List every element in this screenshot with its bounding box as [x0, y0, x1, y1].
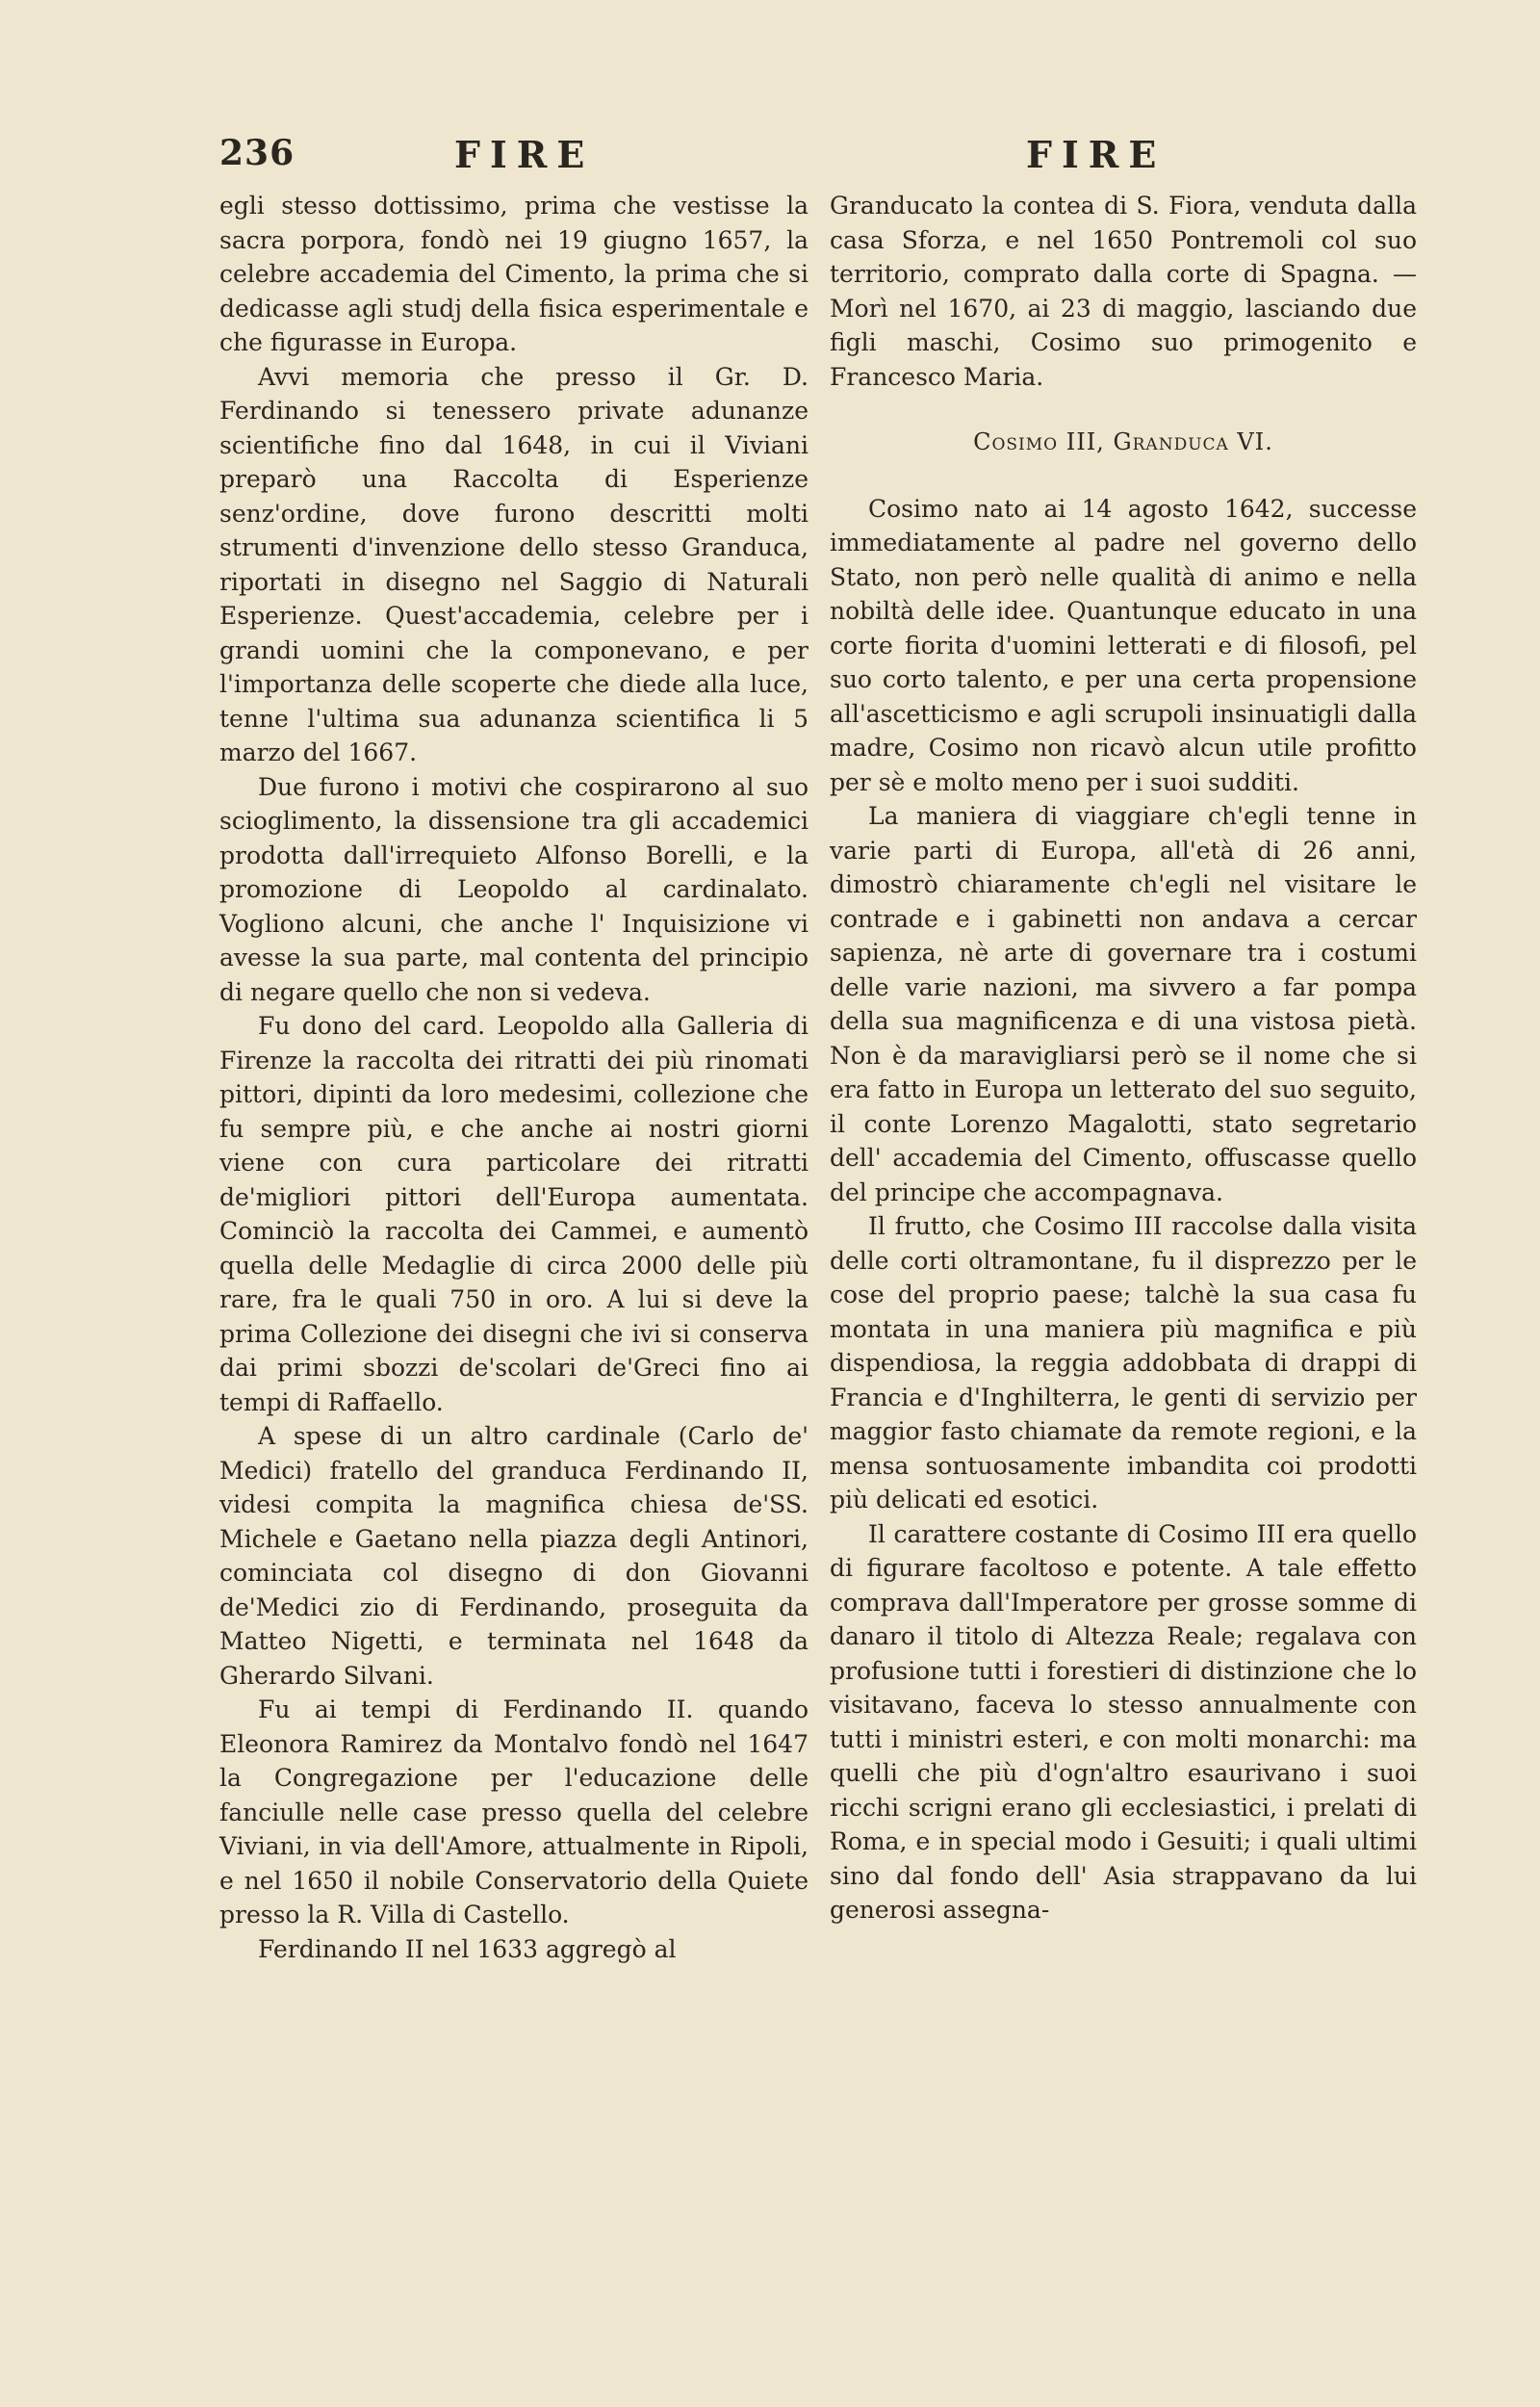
paragraph: Il carattere costante di Cosimo III era quello di figurare facoltoso e potente. A tale effetto comprava dall'Imperatore per grosse somme di danaro il titolo di Altezza Reale; regalava con profusione tutti i forestieri di distinzione che lo visitavano, faceva lo stesso annualmente con tutti i ministri esteri, e con molti monarchi: ma quelli che più d'ogn'altro esaurivano i suoi ricchi scrigni erano gli ecclesiastici, i prelati di Roma, e in special modo i Gesuiti; i quali ultimi sino dal fondo dell' Asia strappavano da lui generosi assegna-: [830, 1519, 1417, 1924]
running-head-left: FIRE: [454, 133, 595, 176]
paragraph: egli stesso dottissimo, prima che vestisse la sacra porpora, fondò nei 19 giugno 1657, la celebre accademia del Cimento, la prima che si dedicasse agli studj della fisica esperimentale e che figurasse in Europa.: [219, 192, 808, 356]
paragraph: Cosimo nato ai 14 agosto 1642, successe immediatamente al padre nel governo dello Stato, non però nelle qualità di animo e nella nobiltà delle idee. Quantunque educato in una corte fiorita d'uomini letterati e di filosofi, pel suo corto talento, e per una certa propensione all'ascetticismo e agli scrupoli insinuatigli dalla madre, Cosimo non ricavò alcun utile profitto per sè e molto meno per i suoi sudditi.: [830, 494, 1417, 796]
right-column: [830, 189, 1417, 1928]
section-title: Cosimo III, Granduca VI.: [973, 428, 1273, 455]
left-column: [219, 189, 808, 1966]
paragraph: Granducato la contea di S. Fiora, venduta dalla casa Sforza, e nel 1650 Pontremoli col suo territorio, comprato dalla corte di Spagna. — Morì nel 1670, ai 23 di maggio, lasciando due figli maschi, Cosimo suo primogenito e Francesco Maria.: [830, 192, 1417, 391]
running-head-right: FIRE: [1026, 133, 1167, 176]
page-header: [0, 133, 1540, 181]
paragraph: Ferdinando II nel 1633 aggregò al: [258, 1934, 677, 1963]
paragraph: A spese di un altro cardinale (Carlo de' Medici) fratello del granduca Ferdinando II, videsi compita la magnifica chiesa de'SS. Michele e Gaetano nella piazza degli Antinori, cominciata col disegno di don Giovanni de'Medici zio di Ferdinando, proseguita da Matteo Nigetti, e terminata nel 1648 da Gherardo Silvani.: [219, 1422, 808, 1690]
paragraph: La maniera di viaggiare ch'egli tenne in varie parti di Europa, all'età di 26 anni, dimostrò chiaramente ch'egli nel visitare le contrade e i gabinetti non andava a cercar sapienza, nè arte di governare tra i costumi delle varie nazioni, ma sivvero a far pompa della sua magnificenza e di una vistosa pietà. Non è da maravigliarsi però se il nome che si era fatto in Europa un letterato del suo seguito, il conte Lorenzo Magalotti, stato segretario dell' accademia del Cimento, offuscasse quello del principe che accompagnava.: [830, 802, 1417, 1206]
paragraph: Il frutto, che Cosimo III raccolse dalla visita delle corti oltramontane, fu il disprezzo per le cose del proprio paese; talchè la sua casa fu montata in una maniera più magnifica e più dispendiosa, la reggia addobbata di drappi di Francia e d'Inghilterra, le genti di servizio per maggior fasto chiamate da remote regioni, e la mensa sontuosamente imbandita coi prodotti più delicati ed esotici.: [830, 1212, 1417, 1514]
paragraph: Avvi memoria che presso il Gr. D. Ferdinando si tenessero private adunanze scientifiche fino dal 1648, in cui il Viviani preparò una Raccolta di Esperienze senz'ordine, dove furono descritti molti strumenti d'invenzione dello stesso Granduca, riportati in disegno nel Saggio di Naturali Esperienze. Quest'accademia, celebre per i grandi uomini che la componevano, e per l'importanza delle scoperte che diede alla luce, tenne l'ultima sua adunanza scientifica li 5 marzo del 1667.: [219, 362, 808, 766]
paragraph: Due furono i motivi che cospirarono al suo scioglimento, la dissensione tra gli accademici prodotta dall'irrequieto Alfonso Borelli, e la promozione di Leopoldo al cardinalato. Vogliono alcuni, che anche l' Inquisizione vi avesse la sua parte, mal contenta del principio di negare quello che non si vedeva.: [219, 772, 808, 1006]
page-number: 236: [219, 133, 295, 173]
paragraph: Fu dono del card. Leopoldo alla Galleria di Firenze la raccolta dei ritratti dei più rinomati pittori, dipinti da loro medesimi, collezione che fu sempre più, e che anche ai nostri giorni viene con cura particolare dei ritratti de'migliori pittori dell'Europa aumentata. Cominciò la raccolta dei Cammei, e aumentò quella delle Medaglie di circa 2000 delle più rare, fra le quali 750 in oro. A lui si deve la prima Collezione dei disegni che ivi si conserva dai primi sbozzi de'scolari de'Greci fino ai tempi di Raffaello.: [219, 1012, 808, 1416]
paragraph: Fu ai tempi di Ferdinando II. quando Eleonora Ramirez da Montalvo fondò nel 1647 la Congregazione per l'educazione delle fanciulle nelle case presso quella del celebre Viviani, in via dell'Amore, attualmente in Ripoli, e nel 1650 il nobile Conservatorio della Quiete presso la R. Villa di Castello.: [219, 1695, 808, 1928]
